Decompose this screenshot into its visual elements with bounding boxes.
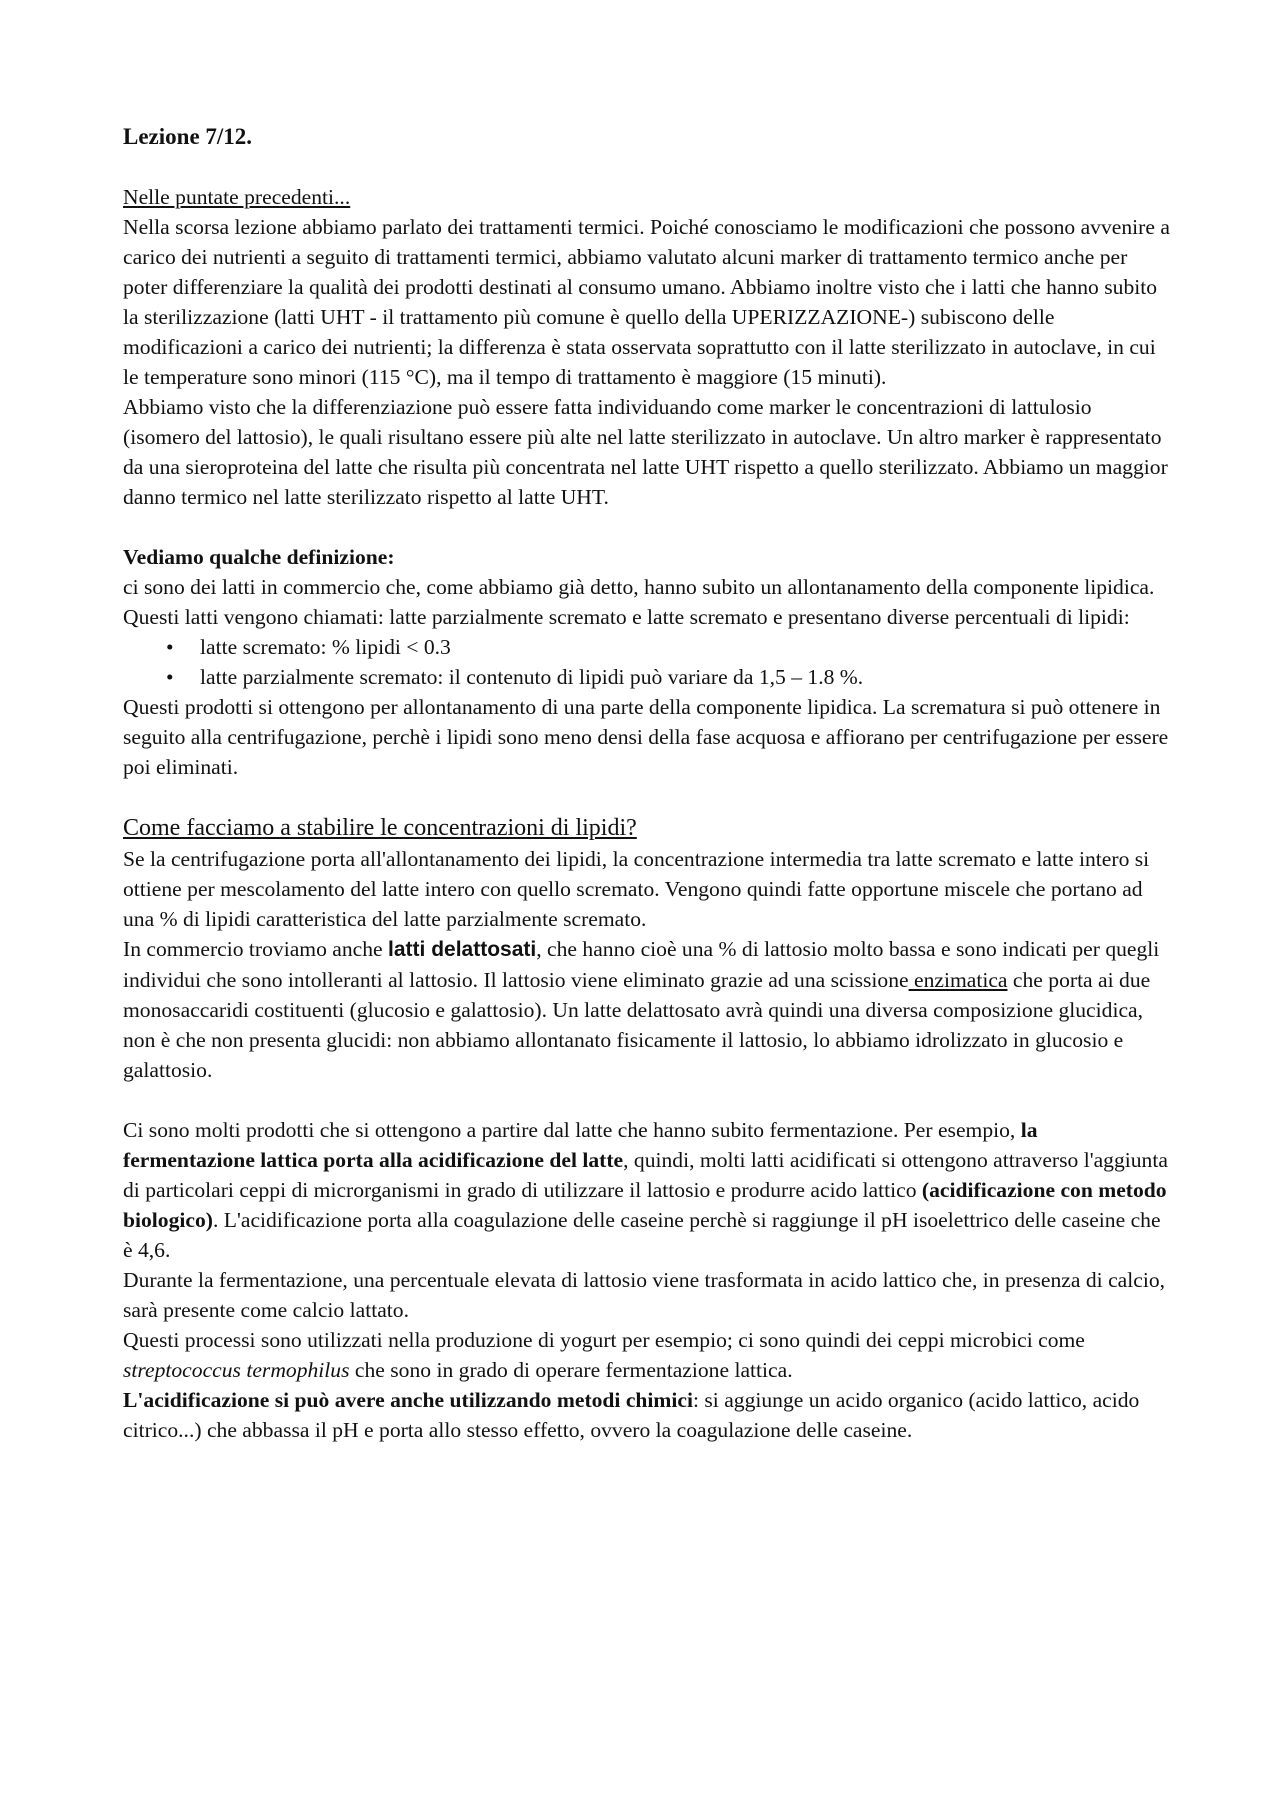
- recap-paragraph-1: Nella scorsa lezione abbiamo parlato dei trattamenti termici. Poiché conosciamo le modificazioni che possono avvenire a carico dei nutrienti a seguito di trattamenti termici, abbiamo valutato alcuni marker di trattamento termico anche per poter differenziare la qualità dei prodotti destinati al consumo umano. Abbiamo inoltre visto che i latti che hanno subito la sterilizzazione (latti UHT - il trattamento più comune è quello della UPERIZZAZIONE-) subiscono delle modificazioni a carico dei nutrienti; la differenza è stata osservata soprattutto con il latte sterilizzato in autoclave, in cui le temperature sono minori (115 °C), ma il tempo di trattamento è maggiore (15 minuti).: [123, 215, 1170, 389]
- text-run: . L'acidificazione porta alla coagulazione delle caseine perchè si raggiunge il pH isoelettrico delle caseine che è 4,6.: [123, 1208, 1161, 1262]
- lipids-heading: Come facciamo a stabilire le concentrazioni di lipidi?: [123, 815, 637, 841]
- text-run: , quindi, molti latti acidificati si ottengono attraverso l'aggiunta di particolari ceppi di microrganismi in grado di utilizzare il lattosio e produrre acido lattico: [123, 1148, 1168, 1202]
- text-run: : si aggiunge un acido organico (acido lattico, acido citrico...) che abbassa il pH e porta allo stesso effetto, ovvero la coagulazione delle caseine.: [123, 1388, 1140, 1442]
- spacer: [123, 1085, 1173, 1115]
- fermentation-paragraph-2: Durante la fermentazione, una percentuale elevata di lattosio viene trasformata in acido lattico che, in presenza di calcio, sarà presente come calcio lattato.: [123, 1268, 1166, 1322]
- page-title: Lezione 7/12.: [123, 124, 253, 149]
- lipids-paragraph-1: Se la centrifugazione porta all'allontanamento dei lipidi, la concentrazione intermedia tra latte scremato e latte intero si ottiene per mescolamento del latte intero con quello scremato. Vengono quindi fatte opportune miscele che portano ad una % di lipidi caratteristica del latte parzialmente scremato.: [123, 847, 1150, 931]
- text-run: che sono in grado di operare fermentazione lattica.: [349, 1358, 793, 1382]
- bold-chemical-method: L'acidificazione si può avere anche utilizzando metodi chimici: [123, 1388, 693, 1412]
- list-item: • latte scremato: % lipidi < 0.3: [123, 632, 1173, 662]
- text-run: Ci sono molti prodotti che si ottengono a partire dal latte che hanno subito fermentazione. Per esempio,: [123, 1118, 1021, 1142]
- recap-paragraph-2: Abbiamo visto che la differenziazione può essere fatta individuando come marker le concentrazioni di lattulosio (isomero del lattosio), le quali risultano essere più alte nel latte sterilizzato in autoclave. Un altro marker è rappresentato da una sieroproteina del latte che risulta più concentrata nel latte UHT rispetto a quello sterilizzato. Abbiamo un maggior danno termico nel latte sterilizzato rispetto al latte UHT.: [123, 395, 1168, 509]
- text-run: che porta ai due monosaccaridi costituenti (glucosio e galattosio). Un latte delattosato avrà quindi una diversa composizione glucidica, non è che non presenta glucidi: non abbiamo allontanato fisicamente il lattosio, lo abbiamo idrolizzato in glucosio e galattosio.: [123, 968, 1151, 1082]
- highlight-delattosati: latti delattosati: [388, 938, 537, 961]
- text-run: Questi processi sono utilizzati nella produzione di yogurt per esempio; ci sono quindi dei ceppi microbici come: [123, 1328, 1085, 1352]
- text-run: In commercio troviamo anche: [123, 937, 389, 961]
- list-item: • latte parzialmente scremato: il contenuto di lipidi può variare da 1,5 – 1.8 %.: [123, 662, 1173, 692]
- document-page: [123, 122, 1173, 1445]
- italic-species-name: streptococcus termophilus: [123, 1358, 350, 1382]
- definitions-intro: ci sono dei latti in commercio che, come abbiamo già detto, hanno subito un allontanamento della componente lipidica. Questi latti vengono chiamati: latte parzialmente scremato e latte scremato e presentano diverse percentuali di lipidi:: [123, 575, 1155, 629]
- definitions-outro: Questi prodotti si ottengono per allontanamento di una parte della componente lipidica. La scrematura si può ottenere in seguito alla centrifugazione, perchè i lipidi sono meno densi della fase acquosa e affiorano per centrifugazione per essere poi eliminati.: [123, 695, 1169, 779]
- bold-lactic-fermentation: la fermentazione lattica porta alla acidificazione del latte: [123, 1118, 1038, 1172]
- underlined-enzimatica: enzimatica: [908, 968, 1008, 992]
- fermentation-paragraph-4: [123, 1385, 1173, 1445]
- lipids-paragraph-2: [123, 934, 1173, 1085]
- definitions-heading: Vediamo qualche definizione:: [123, 545, 395, 569]
- spacer: [123, 782, 1173, 812]
- recap-heading: Nelle puntate precedenti...: [123, 185, 351, 209]
- lipid-bullet-list: [123, 632, 1173, 692]
- bold-biological-method: (acidificazione con metodo biologico): [123, 1178, 1167, 1232]
- fermentation-paragraph-1: [123, 1115, 1173, 1265]
- text-run: , che hanno cioè una % di lattosio molto bassa e sono indicati per quegli individui che sono intolleranti al lattosio. Il lattosio viene eliminato grazie ad una scissione: [123, 937, 1160, 992]
- fermentation-paragraph-3: [123, 1325, 1173, 1385]
- spacer: [123, 512, 1173, 542]
